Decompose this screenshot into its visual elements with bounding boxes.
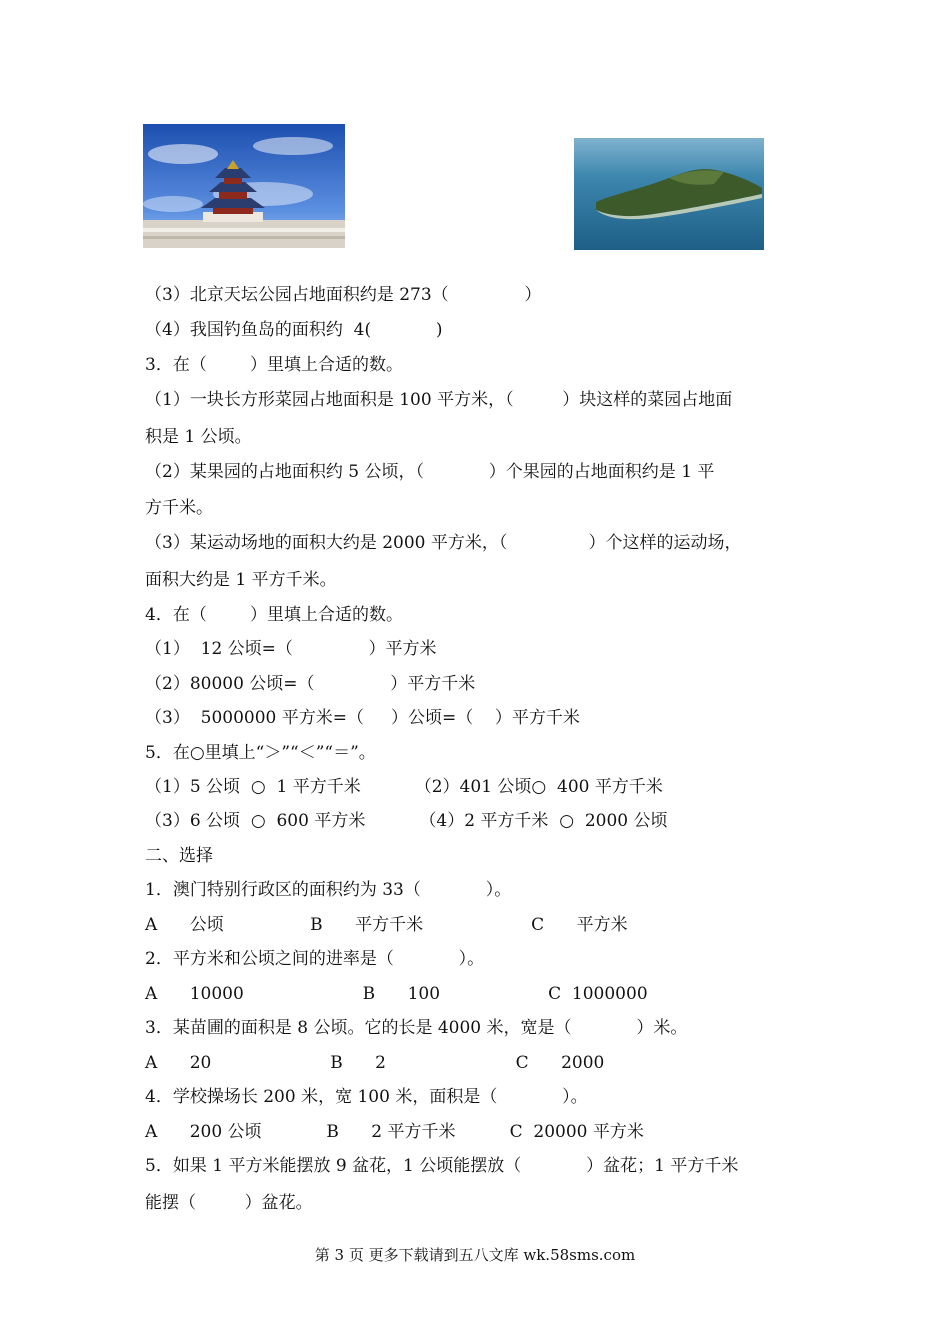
text-line: （2）80000 公顷=（ ）平方千米 xyxy=(145,674,476,694)
text-line: 4．学校操场长 200 米，宽 100 米，面积是（ ）。 xyxy=(145,1087,588,1107)
text-line: （1） 12 公顷=（ ）平方米 xyxy=(145,639,437,659)
text-line: 1．澳门特别行政区的面积约为 33（ ）。 xyxy=(145,880,512,900)
text-line: 积是 1 公顷。 xyxy=(145,427,252,447)
island-photo xyxy=(574,138,764,250)
text-line: 3．某苗圃的面积是 8 公顷。它的长是 4000 米，宽是（ ）米。 xyxy=(145,1018,688,1038)
text-line: （2）某果园的占地面积约 5 公顷，（ ）个果园的占地面积约是 1 平 xyxy=(145,462,715,482)
page-footer: 第 3 页 更多下载请到五八文库 wk.58sms.com xyxy=(314,1246,636,1264)
section-heading: 二、选择 xyxy=(145,846,213,866)
text-line: 3．在（ ）里填上合适的数。 xyxy=(145,355,404,375)
text-line: （1）5 公顷 ○ 1 平方千米 （2）401 公顷○ 400 平方千米 xyxy=(145,777,663,797)
text-line: （1）一块长方形菜园占地面积是 100 平方米，（ ）块这样的菜园占地面 xyxy=(145,390,733,410)
choice-line: A 10000 B 100 C 1000000 xyxy=(145,984,648,1004)
text-line: 能摆（ ）盆花。 xyxy=(145,1193,313,1213)
text-line: （3）北京天坛公园占地面积约是 273（ ） xyxy=(145,285,542,305)
text-line: （4）我国钓鱼岛的面积约 4( ) xyxy=(145,320,443,340)
choice-line: A 公顷 B 平方千米 C 平方米 xyxy=(145,915,628,935)
text-line: 5．如果 1 平方米能摆放 9 盆花，1 公顷能摆放（ ）盆花；1 平方千米 xyxy=(145,1156,739,1176)
text-line: （3） 5000000 平方米=（ ）公顷=（ ）平方千米 xyxy=(145,708,580,728)
text-line: （3）6 公顷 ○ 600 平方米 （4）2 平方千米 ○ 2000 公顷 xyxy=(145,811,668,831)
text-line: 2．平方米和公顷之间的进率是（ ）。 xyxy=(145,949,485,969)
temple-photo xyxy=(143,124,345,248)
text-line: 5．在○里填上“＞”“＜”“＝”。 xyxy=(145,743,376,763)
choice-line: A 200 公顷 B 2 平方千米 C 20000 平方米 xyxy=(145,1122,644,1142)
text-line: 面积大约是 1 平方千米。 xyxy=(145,570,337,590)
text-line: 4．在（ ）里填上合适的数。 xyxy=(145,605,404,625)
choice-line: A 20 B 2 C 2000 xyxy=(145,1053,605,1073)
text-line: 方千米。 xyxy=(145,498,213,518)
text-line: （3）某运动场地的面积大约是 2000 平方米，（ ）个这样的运动场， xyxy=(145,533,742,553)
